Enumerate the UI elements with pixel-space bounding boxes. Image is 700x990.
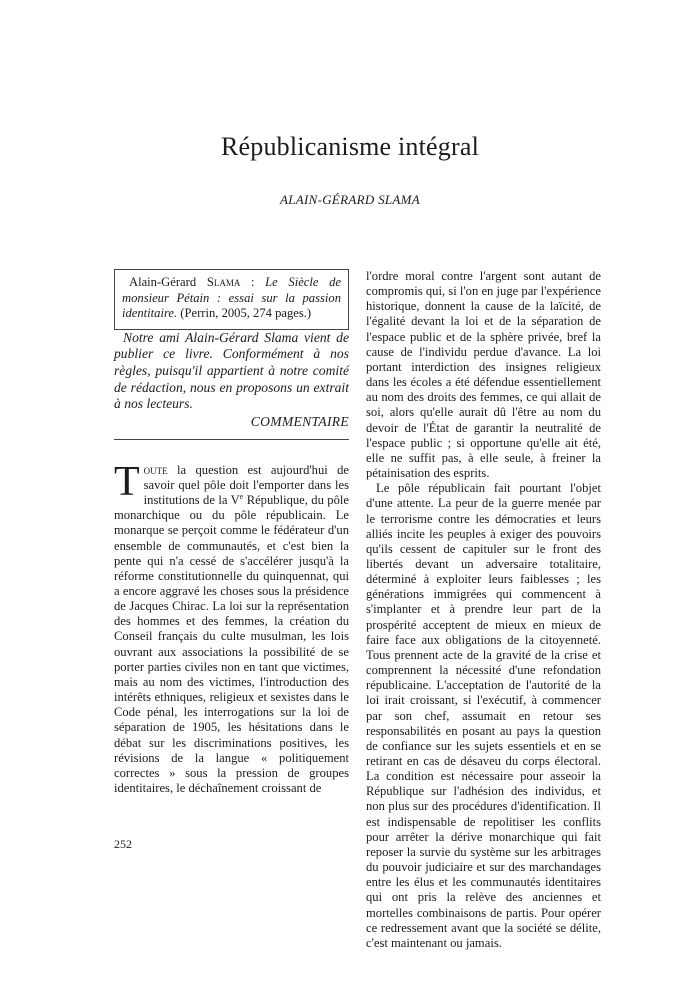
body-paragraph-1 bbox=[114, 458, 349, 796]
article-author: ALAIN-GÉRARD SLAMA bbox=[279, 192, 421, 207]
body-paragraph-1-continued: l'ordre moral contre l'argent sont autant de compromis qui, si l'on en juge par l'expérience historique, donnent la cause de la laïcité, de l'égalité devant la loi et de la séparation de l'espace public et de la sphère privée, bref la cause de l'individu perdue d'avance. La loi portant interdiction des insignes religieux dans les écoles a été défendue essentiellement au nom des droits des femmes, ce qui allait de soi, alors qu'elle aurait dû l'être au nom du devoir de l'État de garantir la neutralité de l'espace public ; si opportune qu'elle ait été, elle ne suffit pas, à elle seule, à freiner la pétainisation des esprits. bbox=[366, 269, 601, 481]
article-title: Républicanisme intégral bbox=[220, 132, 480, 161]
book-author-last: Slama bbox=[206, 275, 241, 289]
book-author-first: Alain-Gérard bbox=[129, 275, 197, 289]
drop-cap: T bbox=[114, 458, 140, 505]
editorial-intro: Notre ami Alain-Gérard Slama vient de publier ce livre. Conformément à nos règles, puisqu'il appartient à notre comité de rédaction, nous en proposons un extrait à nos lecteurs. bbox=[114, 329, 349, 412]
editorial-signature: COMMENTAIRE bbox=[250, 413, 349, 429]
section-divider bbox=[114, 439, 349, 440]
page-number: 252 bbox=[114, 837, 132, 851]
book-separator: : bbox=[240, 275, 266, 289]
para1-text-a: la question est aujourd'hui de savoir quel pôle doit l'emporter dans les institutions de la V bbox=[143, 462, 349, 508]
body-paragraph-2: Le pôle républicain fait pourtant l'objet d'une attente. La peur de la guerre menée par le terrorisme contre les démocraties et leurs alliés incite les peuples à exiger des pouvoirs qu'ils cessent de capituler sur le front des libertés devant un adversaire totalitaire, déterminé à exploiter leurs faiblesses ; les générations immigrées qui commencent à s'implanter et à prendre leur part de la prospérité acceptent de mieux en mieux de faire face aux obligations de la citoyenneté. Tous prennent acte de la gravité de la crise et comprennent la nécessité d'une refondation républicaine. L'acceptation de l'autorité de la loi irait croissant, si l'exécutif, à commencer par son chef, assumait en retour ses responsabilités en posant au pays la question de confiance sur les sujets essentiels et en se retirant en cas de désaveu du corps électoral. La condition est nécessaire pour asseoir la République sur l'adhésion des individus, et non plus sur des procédures d'identification. Il est indispensable de repolitiser les conflits pour arrêter la dérive monarchique qui fait reposer la survie du système sur les arbitrages du pouvoir judiciaire et sur des marchandages entre les élus et les communautés identitaires qui ont pris la relève des anciennes et mortelles combinaisons de partis. Pour opérer ce redressement avant que la société se délite, c'est maintenant ou jamais. bbox=[366, 481, 601, 950]
para1-text-b: République, du pôle monarchique ou du pôle républicain. Le monarque se perçoit comme le fédérateur d'un ensemble de communautés, et c'est bien la pente qui n'a cessé de s'accélérer jusqu'à la réforme constitutionnelle du quinquennat, qui a encore aggravé les choses sous la présidence de Jacques Chirac. La loi sur la représentation des hommes et des femmes, la création du Conseil français du culte musulman, les lois ouvrant aux associations la possibilité de se porter parties civiles non en tant que victimes, mais au nom des victimes, l'introduction des intérêts ethniques, religieux et sexistes dans le Code pénal, les interrogations sur la loi de séparation de 1905, les hésitations dans le débat sur les discriminations positives, les révisions de la langue « politiquement correctes » sous la pression de groupes identitaires, le déchaînement croissant de bbox=[114, 493, 349, 796]
left-column bbox=[114, 269, 349, 796]
lead-word: oute bbox=[143, 462, 168, 477]
superscript-e: e bbox=[239, 491, 244, 501]
book-reference-box bbox=[114, 269, 349, 330]
book-title: Le Siècle de monsieur Pétain : essai sur la passion identitaire. bbox=[122, 275, 342, 321]
book-details: (Perrin, 2005, 274 pages.) bbox=[177, 306, 312, 321]
right-column bbox=[366, 269, 601, 951]
